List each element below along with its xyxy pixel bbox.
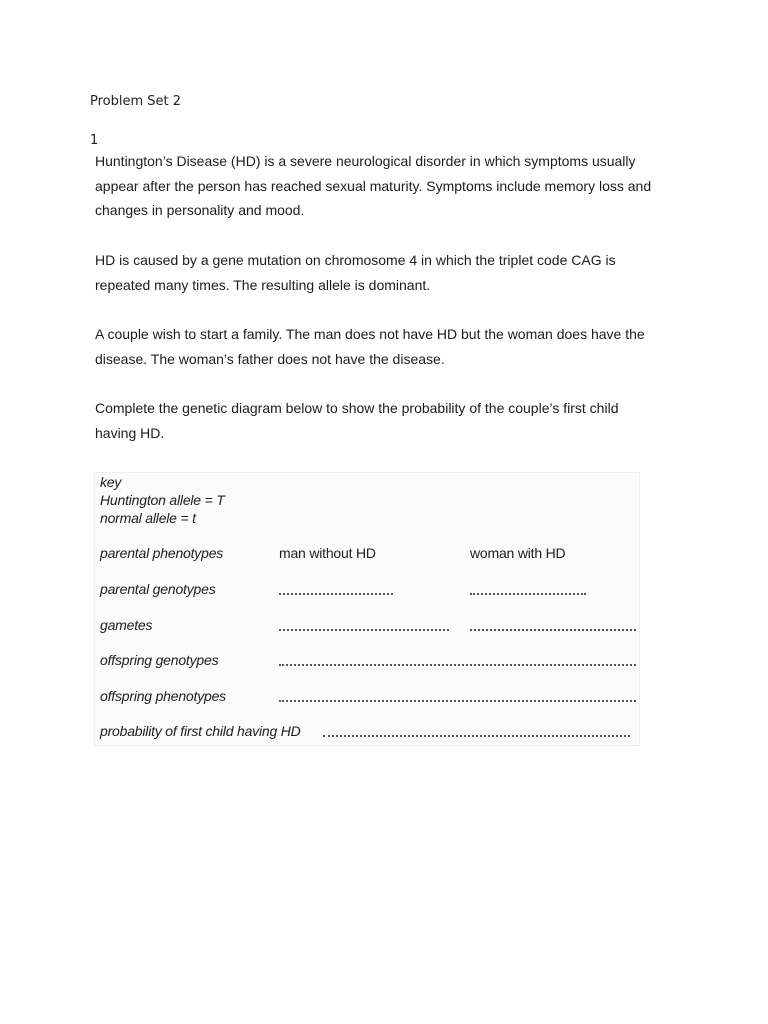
row-label-offspring-phenotypes: offspring phenotypes [100,688,226,704]
question-paragraph-3: A couple wish to start a family. The man does not have HD but the woman does have the disease. The woman’s father does not have the disease. [95,326,645,367]
woman-genotype-blank[interactable] [470,593,586,595]
man-genotype-blank[interactable] [279,593,393,595]
woman-phenotype: woman with HD [470,545,566,561]
woman-gametes-blank[interactable] [470,629,636,631]
row-label-offspring-genotypes: offspring genotypes [100,652,219,668]
offspring-genotypes-blank[interactable] [279,664,636,666]
row-label-gametes: gametes [100,617,153,633]
question-paragraph-2: HD is caused by a gene mutation on chromosome 4 in which the triplet code CAG is repeated many times. The resulting allele is dominant. [95,252,616,293]
man-phenotype: man without HD [279,545,376,561]
probability-blank[interactable] [323,735,630,737]
question-paragraph-1: Huntington’s Disease (HD) is a severe neurological disorder in which symptoms usually appear after the person has reached sexual maturity. Symptoms include memory loss and changes in personality and mood. [95,153,652,218]
row-label-probability: probability of first child having HD [100,723,301,739]
row-label-parental-genotypes: parental genotypes [100,581,216,597]
page-heading: Problem Set 2 [90,94,182,109]
row-label-parental-phenotypes: parental phenotypes [100,545,224,561]
key-title: key [100,474,122,490]
genetic-diagram [94,472,640,746]
man-gametes-blank[interactable] [279,629,449,631]
key-huntington-allele: Huntington allele = T [100,492,225,508]
offspring-phenotypes-blank[interactable] [279,700,636,702]
question-paragraph-4: Complete the genetic diagram below to show the probability of the couple’s first child having HD. [95,400,619,441]
question-number: 1 [90,133,99,148]
key-normal-allele: normal allele = t [100,510,196,526]
